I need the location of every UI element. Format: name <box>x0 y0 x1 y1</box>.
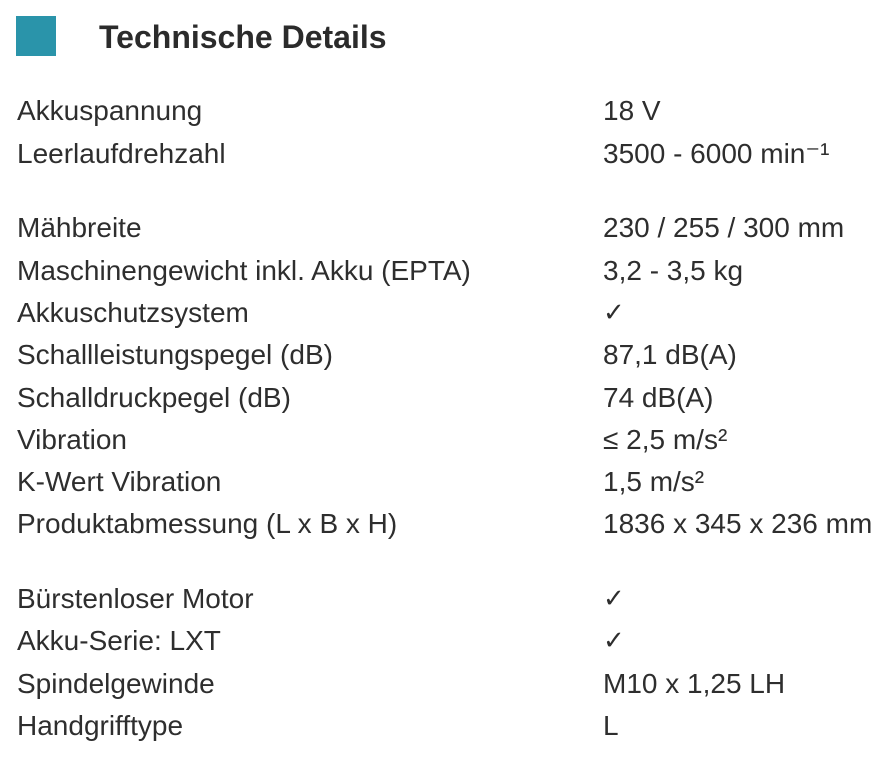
section-header <box>16 16 56 56</box>
check-icon: ✓ <box>603 298 625 328</box>
check-icon: ✓ <box>603 584 625 614</box>
spec-label: Leerlaufdrehzahl <box>17 138 226 169</box>
spec-label: Spindelgewinde <box>17 668 215 699</box>
spec-label: Bürstenloser Motor <box>17 583 254 614</box>
spec-label: Schallleistungspegel (dB) <box>17 339 333 370</box>
accent-square <box>16 16 56 56</box>
spec-label: Produktabmessung (L x B x H) <box>17 508 398 539</box>
spec-value: 87,1 dB(A) <box>603 339 737 370</box>
spec-label: Akku-Serie: LXT <box>17 625 221 656</box>
spec-label: Schalldruckpegel (dB) <box>17 382 291 413</box>
spec-label: K-Wert Vibration <box>17 466 222 497</box>
spec-value: 1,5 m/s² <box>603 466 705 497</box>
spec-label: Handgrifftype <box>17 710 184 741</box>
section-title: Technische Details <box>99 19 387 55</box>
spec-value: 74 dB(A) <box>603 382 714 413</box>
spec-value: 3,2 - 3,5 kg <box>603 255 744 286</box>
spec-label: Vibration <box>17 424 128 455</box>
spec-value: M10 x 1,25 LH <box>603 668 786 699</box>
spec-value: 3500 - 6000 min⁻¹ <box>603 138 830 169</box>
spec-label: Akkuschutzsystem <box>17 297 249 328</box>
spec-label: Akkuspannung <box>17 95 203 126</box>
spec-value: 1836 x 345 x 236 mm <box>603 508 873 539</box>
spec-value: L <box>603 710 619 741</box>
check-icon: ✓ <box>603 626 625 656</box>
spec-label: Mähbreite <box>17 212 142 243</box>
spec-value: ≤ 2,5 m/s² <box>603 424 728 455</box>
spec-value: 230 / 255 / 300 mm <box>603 212 845 243</box>
spec-label: Maschinengewicht inkl. Akku (EPTA) <box>17 255 471 286</box>
spec-value: 18 V <box>603 95 661 126</box>
